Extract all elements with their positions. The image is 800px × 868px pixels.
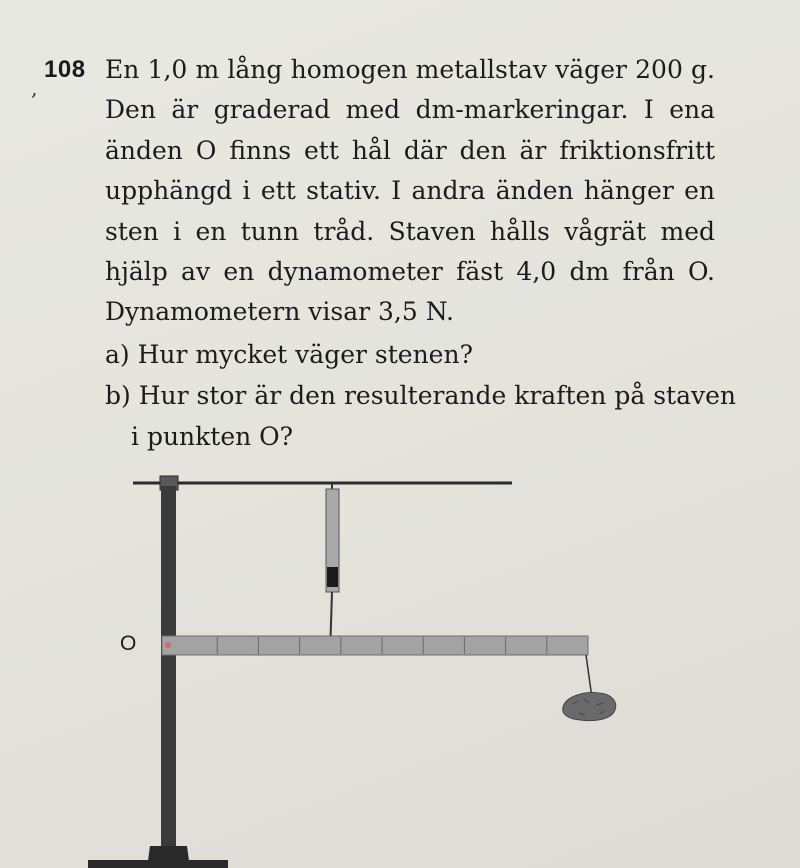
pivot-hole [165, 642, 171, 648]
statement-line: upphängd i ett stativ. I andra änden hänger en [105, 176, 715, 206]
statement-line: hjälp av en dynamometer fäst 4,0 dm från O. [105, 257, 715, 287]
stone [563, 693, 616, 721]
question-b-continued: i punkten O? [131, 422, 294, 451]
statement-line: En 1,0 m lång homogen metallstav väger 200 g. [105, 55, 715, 84]
pivot-label-o: O [120, 632, 137, 655]
question-a: a) Hur mycket väger stenen? [105, 340, 473, 369]
statement-line: Den är graderad med dm-markeringar. I ena [105, 95, 715, 125]
statement-line: Dynamometern visar 3,5 N. [105, 297, 454, 327]
question-b: b) Hur stor är den resulterande kraften på staven [105, 381, 736, 410]
margin-mark: ‚ [31, 76, 38, 100]
stand-foot [88, 860, 228, 868]
dynamometer-marker [327, 567, 338, 587]
statement-line: sten i en tunn tråd. Staven hålls vågrät med [105, 216, 715, 246]
problem-number: 108 [44, 56, 86, 83]
stand-pole [161, 486, 176, 846]
statement-line: änden O finns ett hål där den är friktionsfritt [105, 135, 715, 165]
stone-thread [586, 655, 592, 698]
metal-rod [162, 636, 588, 655]
